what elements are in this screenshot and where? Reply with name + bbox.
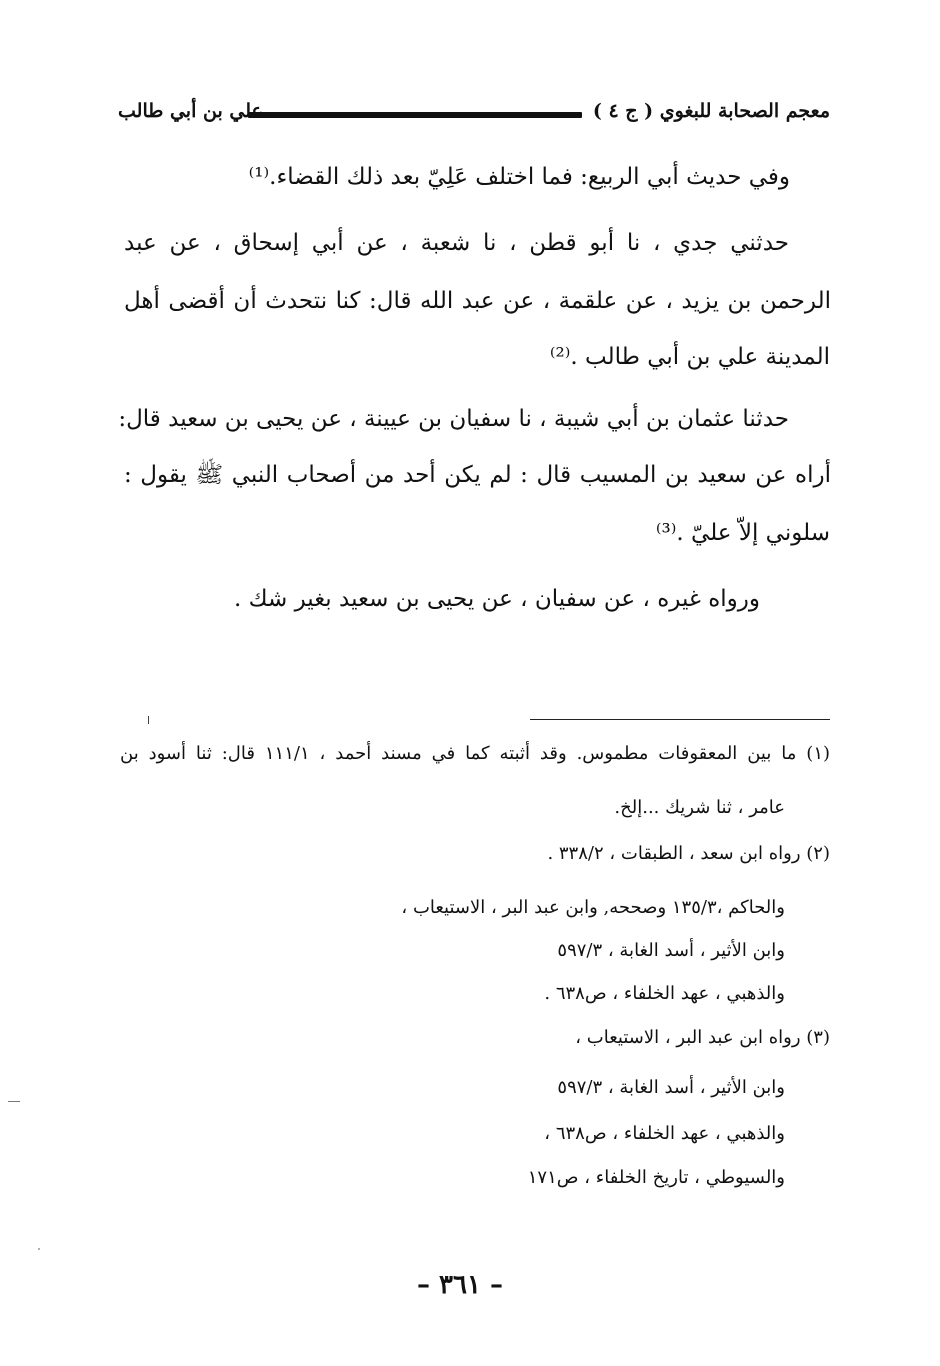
margin-tick bbox=[148, 716, 149, 724]
scan-margin-mark bbox=[8, 1101, 20, 1102]
footnote-line: والسيوطي ، تاريخ الخلفاء ، ص١٧١ bbox=[527, 1167, 785, 1188]
body-line: المدينة علي بن أبي طالب .⁽²⁾ bbox=[549, 344, 830, 370]
footnote-line: والحاكم ،١٣٥/٣ وصححه, وابن عبد البر ، الاستيعاب ، bbox=[401, 897, 785, 918]
running-header bbox=[118, 96, 830, 136]
footnote-line: عامر ، ثنا شريك ...إلخ. bbox=[614, 797, 785, 818]
body-line: سلوني إلاّ عليّ .⁽³⁾ bbox=[655, 520, 830, 546]
body-line: وفي حديث أبي الربيع: فما اختلف عَلِيّ بعد ذلك القضاء.⁽¹⁾ bbox=[248, 164, 790, 190]
footnote-line: (١) ما بين المعقوفات مطموس. وقد أثبته كما في مسند أحمد ، ١١١/١ قال: ثنا أسود بن bbox=[120, 743, 831, 764]
header-chapter: علي بن أبي طالب bbox=[118, 100, 263, 122]
body-line: أراه عن سعيد بن المسيب قال : لم يكن أحد من أصحاب النبي ﷺ يقول : bbox=[124, 462, 831, 488]
footnote-line: (٢) رواه ابن سعد ، الطبقات ، ٣٣٨/٢ . bbox=[547, 843, 830, 864]
body-line: حدثني جدي ، نا أبو قطن ، نا شعبة ، عن أبي إسحاق ، عن عبد bbox=[124, 230, 789, 256]
footnote-line: والذهبي ، عهد الخلفاء ، ص٦٣٨ ، bbox=[544, 1123, 785, 1144]
body-line: الرحمن بن يزيد ، عن علقمة ، عن عبد الله قال: كنا نتحدث أن أقضى أهل bbox=[124, 288, 831, 314]
footnote-line: (٣) رواه ابن عبد البر ، الاستيعاب ، bbox=[575, 1027, 830, 1048]
scan-speck bbox=[38, 1248, 40, 1250]
header-rule bbox=[248, 112, 582, 118]
footnote-line: وابن الأثير ، أسد الغابة ، ٥٩٧/٣ bbox=[557, 940, 785, 961]
body-line: ورواه غيره ، عن سفيان ، عن يحيى بن سعيد بغير شك . bbox=[233, 586, 760, 612]
footnote-line: والذهبي ، عهد الخلفاء ، ص٦٣٨ . bbox=[544, 983, 785, 1004]
footnote-line: وابن الأثير ، أسد الغابة ، ٥٩٧/٣ bbox=[557, 1077, 785, 1098]
body-line: حدثنا عثمان بن أبي شيبة ، نا سفيان بن عيينة ، عن يحيى بن سعيد قال: bbox=[118, 406, 789, 432]
header-book-title: معجم الصحابة للبغوي ( ج ٤ ) bbox=[592, 100, 830, 122]
page-number: – ٣٦١ – bbox=[416, 1270, 504, 1300]
footnote-separator bbox=[530, 719, 830, 720]
